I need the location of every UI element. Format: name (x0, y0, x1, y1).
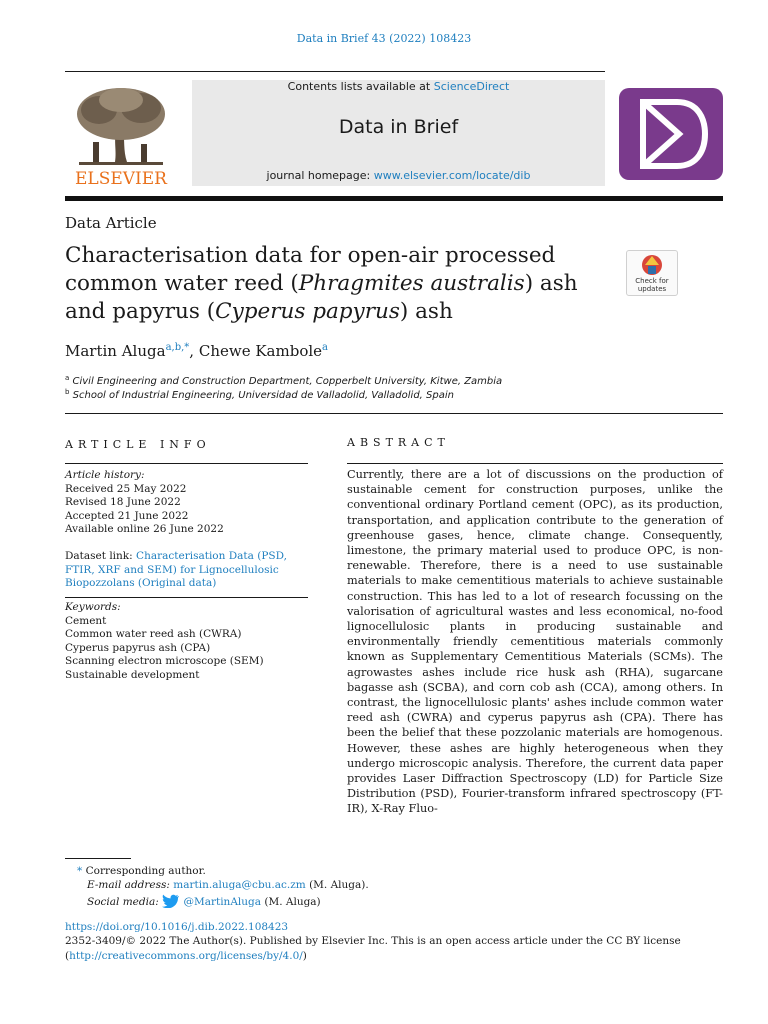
keyword-item: Cement (65, 614, 107, 627)
header-thick-rule (65, 196, 723, 201)
journal-title: Data in Brief (338, 116, 459, 138)
author-email-link[interactable]: martin.aluga@cbu.ac.zm (173, 879, 306, 891)
article-title: Characterisation data for open-air processed common water reed (Phragmites australis) ash and papyrus (Cyperus papyrus) ash (65, 243, 578, 324)
journal-homepage-link[interactable]: www.elsevier.com/locate/dib (373, 169, 531, 182)
keyword-item: Scanning electron microscope (SEM) (65, 655, 264, 668)
data-in-brief-logo-icon (619, 88, 723, 180)
author-affiliation-marks[interactable]: a,b,* (165, 342, 190, 353)
keywords-block: Keywords: Cement Common water reed ash (CWRA) Cyperus papyrus ash (CPA) Scanning electron microscope (SEM) Sustainable development (65, 601, 308, 683)
license-url-line: (http://creativecommons.org/licenses/by/4.0/) (65, 950, 307, 962)
author-name: Martin Aluga (65, 342, 166, 360)
dataset-link[interactable]: Characterisation Data (PSD, FTIR, XRF and SEM) for Lignocellulosic Biopozzolans (Original data) (65, 550, 287, 590)
article-info-heading: ARTICLE INFO (65, 438, 211, 451)
corresponding-author-note: * Corresponding author. (77, 865, 206, 877)
check-for-updates-label: Check for updates (635, 277, 669, 293)
author-affiliation-marks[interactable]: a (322, 342, 328, 353)
check-for-updates-button[interactable] (626, 250, 678, 296)
affiliation-a: $^a$ Civil Engineering and Construction Department, Copperbelt University, Kitwe, Zambia (65, 374, 503, 387)
journal-header-box (192, 80, 605, 186)
email-line: E-mail address: martin.aluga@cbu.ac.zm (M. Aluga). (87, 879, 369, 891)
abstract-rule (347, 463, 723, 464)
article-type: Data Article (65, 214, 157, 232)
dataset-link-block: Dataset link: Characterisation Data (PSD, FTIR, XRF and SEM) for Lignocellulosic Biopozzolans (Original data) (65, 550, 287, 590)
social-media-line: Social media: @MartinAluga (M. Aluga) (87, 894, 321, 911)
affiliation-b: $^b$ School of Industrial Engineering, Universidad de Valladolid, Valladolid, Spain (65, 388, 454, 401)
footnote-rule (65, 858, 131, 859)
keyword-item: Cyperus papyrus ash (CPA) (65, 641, 211, 654)
keyword-item: Common water reed ash (CWRA) (65, 628, 242, 641)
elsevier-wordmark: ELSEVIER (75, 169, 167, 188)
author-name: Chewe Kambole (198, 342, 323, 360)
author-list: Martin Aluga$^{a,b,*}$, Chewe Kambole$^a$ (65, 342, 328, 360)
keyword-item: Sustainable development (65, 668, 200, 681)
affiliation-divider (65, 413, 723, 414)
license-link[interactable]: http://creativecommons.org/licenses/by/4.0/ (69, 950, 303, 962)
journal-citation[interactable]: Data in Brief 43 (2022) 108423 (296, 32, 472, 45)
journal-homepage-line: journal homepage: www.elsevier.com/locate/dib (266, 169, 531, 182)
contents-line: Contents lists available at ScienceDirect (287, 80, 510, 93)
header-top-rule (65, 71, 605, 72)
twitter-bird-icon (162, 894, 180, 911)
crossmark-icon (627, 251, 677, 277)
article-info-rule (65, 463, 308, 464)
license-line: 2352-3409/© 2022 The Author(s). Published by Elsevier Inc. This is an open access article under the CC BY license (65, 935, 681, 947)
elsevier-tree-icon (65, 80, 177, 188)
abstract-text: Currently, there are a lot of discussions on the production of sustainable cement for construction purposes, unlike the conventional ordinary Portland cement (OPC), as its production, transportation, and application contribute to the generation of greenhouse gases, hence, climate change. Consequently, limestone, the primary material used to produce OPC, is non-renewable. Therefore, there is a need to use sustainable materials to make cementitious materials to achieve sustainable construction. This has led to a lot of research focussing on the valorisation of agricultural wastes and less economical, no-food lignocellulosic plants in producing sustainable and environmentally friendly cementitious materials commonly known as Supplementary Cementitious Materials (SCMs). The agrowastes ashes include rice husk ash (RHA), sugarcane bagasse ash (SCBA), and corn cob ash (CCA), among others. In contrast, the lignocellulosic plants' ashes include common water reed ash (CWRA) and cyperus papyrus ash (CPA). There has been the belief that these pozzolanic materials are homogenous. However, these ashes are highly heterogeneous when they undergo microscopic analysis. Therefore, the current data paper provides Laser Diffraction Spectroscopy (LD) for Particle Size Distribution (PSD), Fourier-transform infrared spectroscopy (FT-IR), X-Ray Fluo- (347, 468, 723, 816)
article-history: Article history: Received 25 May 2022 Revised 18 June 2022 Accepted 21 June 2022 Available online 26 June 2022 (65, 469, 224, 536)
sciencedirect-link[interactable]: ScienceDirect (433, 80, 510, 93)
keywords-rule (65, 597, 308, 598)
doi-link[interactable]: https://doi.org/10.1016/j.dib.2022.108423 (65, 921, 289, 933)
journal-cover-logo (619, 88, 723, 180)
elsevier-logo (65, 80, 177, 188)
twitter-handle-link[interactable]: @MartinAluga (183, 896, 262, 908)
abstract-heading: ABSTRACT (347, 436, 450, 449)
